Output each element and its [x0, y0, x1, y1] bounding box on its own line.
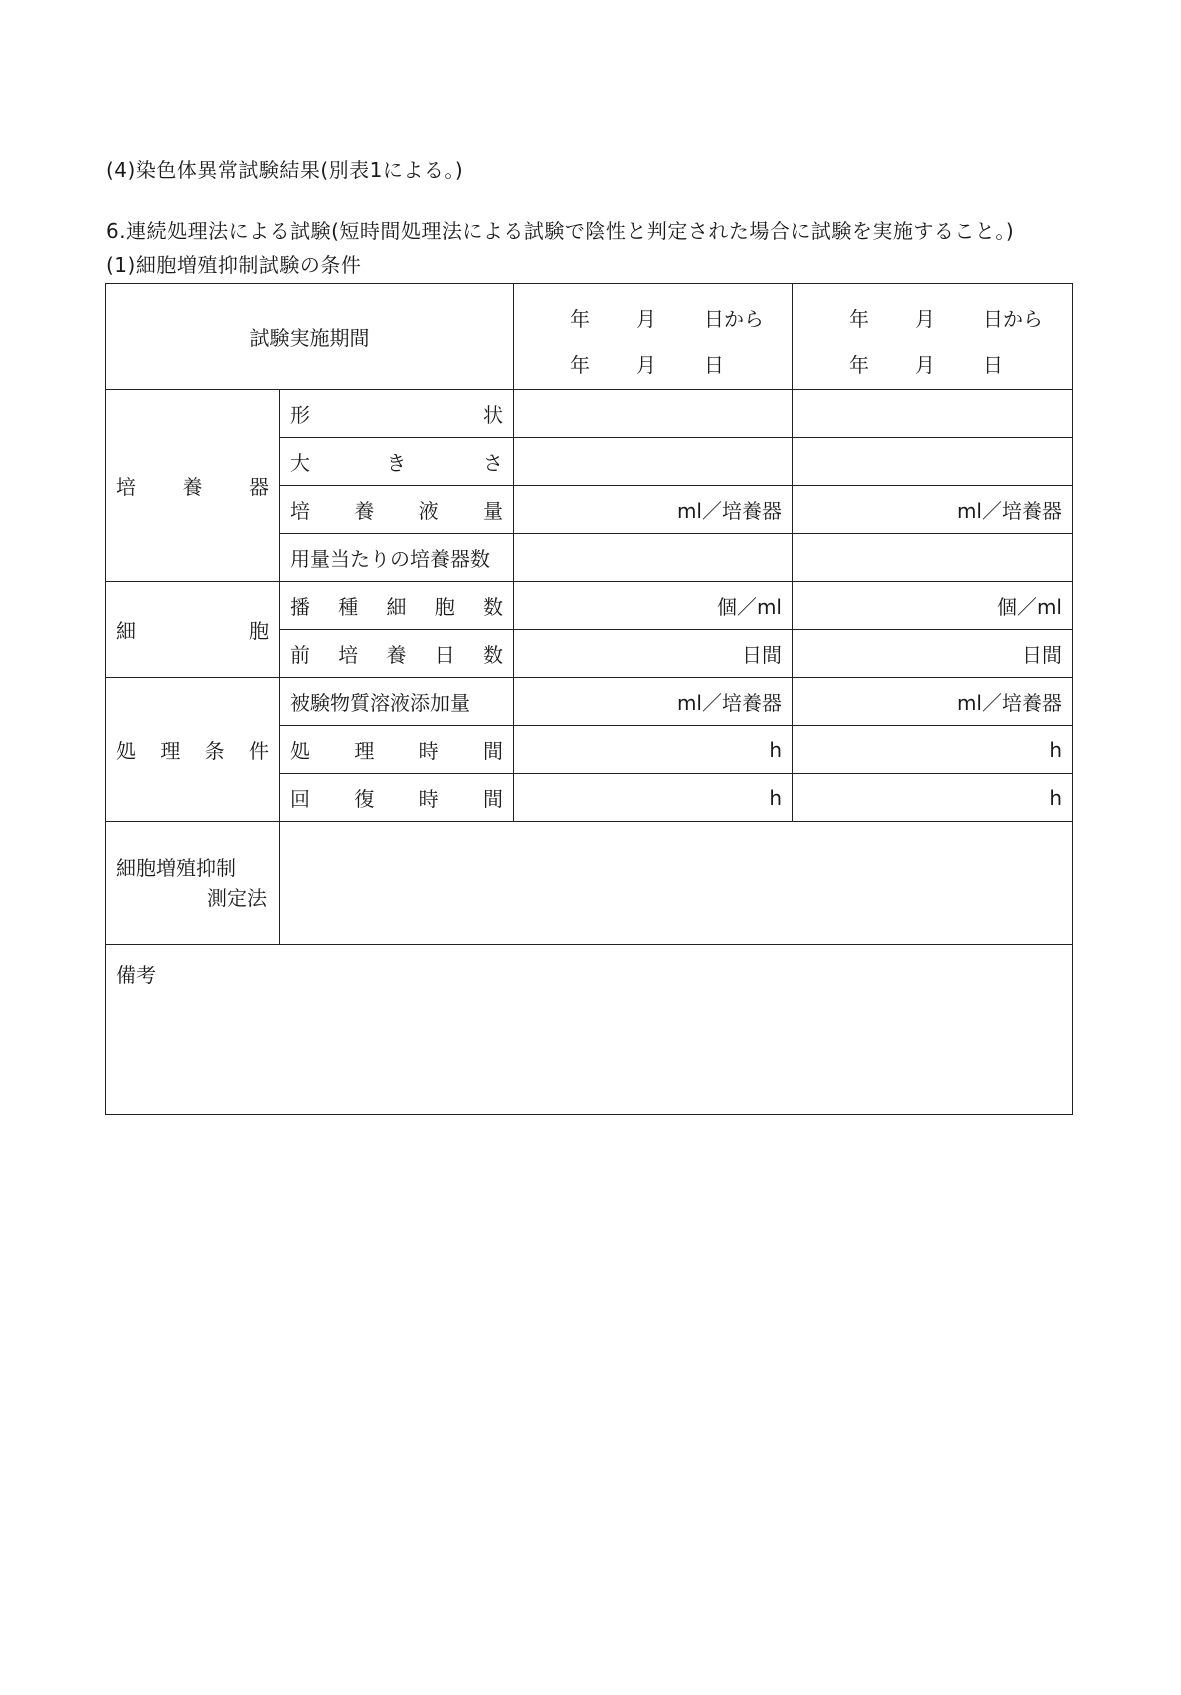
- cells-label: 細 胞: [106, 582, 280, 678]
- method-label-line2: 測定法: [207, 886, 267, 910]
- treatment-recovery-label: 回 復 時 間: [280, 774, 514, 822]
- section-6-heading: 6.連続処理法による試験(短時間処理法による試験で陰性と判定された場合に試験を実施すること。): [106, 219, 1015, 243]
- vessel-volume-label: 培 養 液 量: [280, 486, 514, 534]
- vessel-volume-cell-2[interactable]: ml／培養器: [793, 486, 1073, 534]
- remarks-cell[interactable]: [106, 945, 1073, 1115]
- cells-preculture-cell-2[interactable]: 日間: [793, 630, 1073, 678]
- cells-seeded-label: 播 種 細 胞 数: [280, 582, 514, 630]
- period-label: 試験実施期間: [106, 284, 514, 390]
- treatment-time-label: 処 理 時 間: [280, 726, 514, 774]
- remarks-label: 備考: [116, 963, 156, 987]
- cells-seeded-row: [106, 582, 1073, 630]
- vessel-size-cell-1[interactable]: [514, 438, 793, 486]
- vessel-count-label: 用量当たりの培養器数: [280, 534, 514, 582]
- cells-seeded-cell-1[interactable]: 個／ml: [514, 582, 793, 630]
- treatment-time-cell-1[interactable]: h: [514, 726, 793, 774]
- vessel-label: 培 養 器: [106, 390, 280, 582]
- vessel-volume-cell-1[interactable]: ml／培養器: [514, 486, 793, 534]
- vessel-shape-cell-1[interactable]: [514, 390, 793, 438]
- treatment-added-cell-1[interactable]: ml／培養器: [514, 678, 793, 726]
- method-row: [106, 822, 1073, 945]
- treatment-added-row: [106, 678, 1073, 726]
- method-cell[interactable]: [280, 822, 1073, 945]
- vessel-shape-row: [106, 390, 1073, 438]
- vessel-size-label: 大 き さ: [280, 438, 514, 486]
- treatment-time-cell-2[interactable]: h: [793, 726, 1073, 774]
- period-cell-2[interactable]: 年 月 日から 年 月 日: [793, 284, 1073, 390]
- section-4-heading: (4)染色体異常試験結果(別表1による。): [106, 158, 464, 182]
- period-row: [106, 284, 1073, 390]
- method-label: [106, 822, 280, 945]
- treatment-recovery-cell-1[interactable]: h: [514, 774, 793, 822]
- treatment-label: 処 理 条 件: [106, 678, 280, 822]
- vessel-shape-cell-2[interactable]: [793, 390, 1073, 438]
- period-cell-1[interactable]: 年 月 日から 年 月 日: [514, 284, 793, 390]
- vessel-size-cell-2[interactable]: [793, 438, 1073, 486]
- treatment-recovery-cell-2[interactable]: h: [793, 774, 1073, 822]
- treatment-added-cell-2[interactable]: ml／培養器: [793, 678, 1073, 726]
- method-label-line1: 細胞増殖抑制: [116, 856, 236, 880]
- remarks-row: [106, 945, 1073, 1115]
- cells-preculture-cell-1[interactable]: 日間: [514, 630, 793, 678]
- treatment-added-label: 被験物質溶液添加量: [280, 678, 514, 726]
- vessel-count-cell-2[interactable]: [793, 534, 1073, 582]
- conditions-table: [105, 283, 1073, 1115]
- subsection-1-heading: (1)細胞増殖抑制試験の条件: [106, 253, 362, 277]
- cells-preculture-label: 前 培 養 日 数: [280, 630, 514, 678]
- cells-seeded-cell-2[interactable]: 個／ml: [793, 582, 1073, 630]
- vessel-count-cell-1[interactable]: [514, 534, 793, 582]
- vessel-shape-label: 形 状: [280, 390, 514, 438]
